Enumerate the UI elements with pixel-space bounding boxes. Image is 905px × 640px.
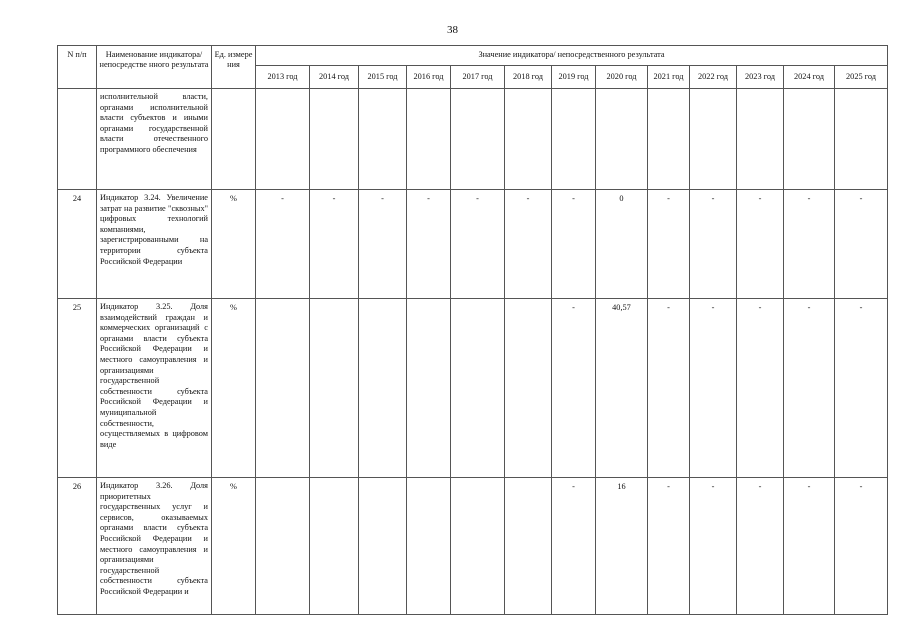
row-value (835, 89, 888, 190)
row-value: - (552, 190, 596, 299)
year-header: 2014 год (310, 66, 359, 89)
row-value (648, 89, 690, 190)
row-value: - (690, 299, 737, 478)
row-value: - (359, 190, 407, 299)
year-header: 2024 год (784, 66, 835, 89)
table-row (58, 299, 888, 478)
year-header: 2022 год (690, 66, 737, 89)
row-value: - (784, 299, 835, 478)
col-header-num: N п/п (58, 46, 97, 89)
year-header: 2021 год (648, 66, 690, 89)
row-indicator-name: Индикатор 3.25. Доля взаимодействий граждан и коммерческих организаций с органами власти субъекта Российской Федерации и местного самоуправления и организациями государственной собственности субъекта Российской Федерации и муниципальной собственности, осуществляемых в цифровом виде (97, 299, 212, 478)
table-row (58, 478, 888, 615)
row-value: - (648, 190, 690, 299)
row-value: - (835, 478, 888, 615)
row-value: - (256, 190, 310, 299)
row-value: - (552, 299, 596, 478)
row-value: - (690, 478, 737, 615)
row-value (310, 89, 359, 190)
row-value (737, 89, 784, 190)
year-header: 2013 год (256, 66, 310, 89)
row-value: - (690, 190, 737, 299)
row-number (58, 89, 97, 190)
row-value (784, 89, 835, 190)
row-value: - (737, 299, 784, 478)
col-header-unit: Ед. измере ния (212, 46, 256, 89)
col-header-values: Значение индикатора/ непосредственного результата (256, 46, 888, 66)
indicator-table (57, 45, 888, 615)
row-value: 16 (596, 478, 648, 615)
row-value: - (835, 190, 888, 299)
page-number: 38 (447, 24, 458, 36)
row-value (407, 478, 451, 615)
row-value: - (552, 478, 596, 615)
header-row (58, 46, 888, 66)
row-value (359, 299, 407, 478)
row-value (256, 89, 310, 190)
row-value (690, 89, 737, 190)
year-header: 2015 год (359, 66, 407, 89)
row-value (451, 299, 505, 478)
row-value: - (737, 190, 784, 299)
row-unit: % (212, 299, 256, 478)
row-number: 26 (58, 478, 97, 615)
row-value (359, 89, 407, 190)
year-header: 2018 год (505, 66, 552, 89)
row-value (256, 478, 310, 615)
row-value: - (451, 190, 505, 299)
row-value: - (648, 299, 690, 478)
row-value (407, 299, 451, 478)
row-value (359, 478, 407, 615)
row-value: 0 (596, 190, 648, 299)
year-header: 2019 год (552, 66, 596, 89)
row-number: 25 (58, 299, 97, 478)
row-value (310, 478, 359, 615)
row-unit: % (212, 478, 256, 615)
row-value (451, 478, 505, 615)
row-value (505, 89, 552, 190)
year-header: 2025 год (835, 66, 888, 89)
row-value (505, 299, 552, 478)
col-header-name: Наименование индикатора/непосредстве нного результата (97, 46, 212, 89)
row-indicator-name: исполнительной власти, органами исполнительной власти субъектов и иными органами государственной власти отечественного программного обеспечения (97, 89, 212, 190)
row-value: 40,57 (596, 299, 648, 478)
row-value (256, 299, 310, 478)
row-value: - (784, 478, 835, 615)
row-value (407, 89, 451, 190)
year-header: 2016 год (407, 66, 451, 89)
row-unit (212, 89, 256, 190)
row-value: - (648, 478, 690, 615)
row-value: - (737, 478, 784, 615)
year-header: 2023 год (737, 66, 784, 89)
table-row (58, 89, 888, 190)
row-number: 24 (58, 190, 97, 299)
year-header: 2020 год (596, 66, 648, 89)
row-value: - (310, 190, 359, 299)
row-unit: % (212, 190, 256, 299)
row-value (505, 478, 552, 615)
row-value: - (505, 190, 552, 299)
year-header: 2017 год (451, 66, 505, 89)
row-value (451, 89, 505, 190)
row-value (310, 299, 359, 478)
row-indicator-name: Индикатор 3.26. Доля приоритетных государственных услуг и сервисов, оказываемых органами власти субъекта Российской Федерации и местного самоуправления и организациями государственной собственности субъекта Российской Федерации и (97, 478, 212, 615)
row-indicator-name: Индикатор 3.24. Увеличение затрат на развитие "сквозных" цифровых технологий компаниями, зарегистрированными на территории субъекта Российской Федерации (97, 190, 212, 299)
row-value (596, 89, 648, 190)
row-value (552, 89, 596, 190)
row-value: - (835, 299, 888, 478)
row-value: - (784, 190, 835, 299)
row-value: - (407, 190, 451, 299)
table-row (58, 190, 888, 299)
